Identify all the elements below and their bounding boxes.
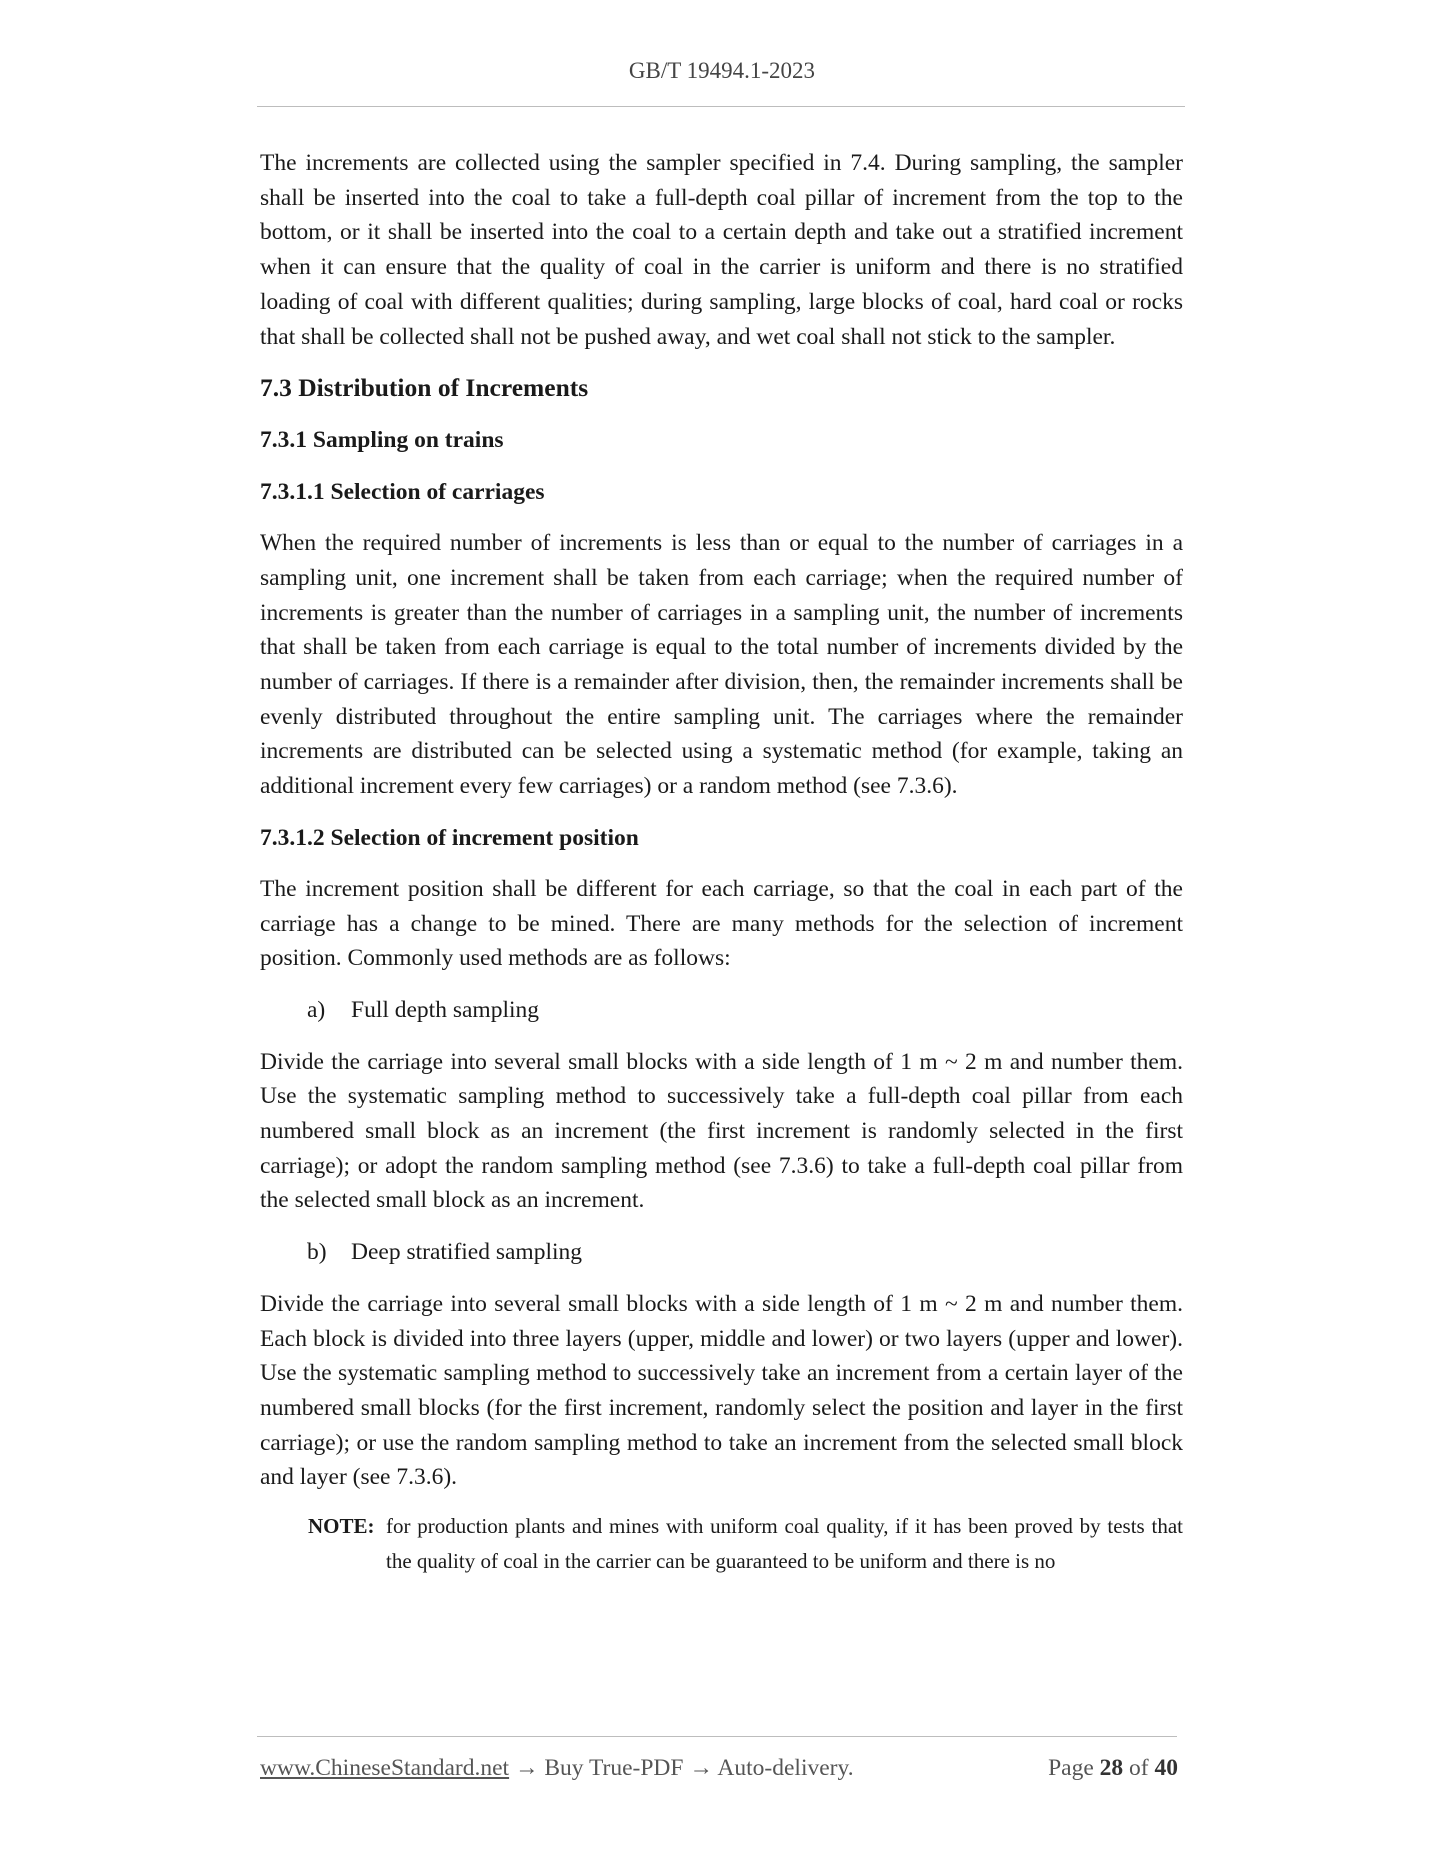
note-label: NOTE: [308, 1514, 375, 1539]
list-item-b-label [307, 1235, 1183, 1270]
list-item-title: Deep stratified sampling [351, 1239, 583, 1266]
footer-divider [257, 1736, 1177, 1737]
section-7-3-1-1-body: When the required number of increments is less than or equal to the number of carriages in a sampling unit, one increment shall be taken from each carriage; when the required number of increments is greater than the number of carriages in a sampling unit, the number of increments that shall be taken from each carriage is equal to the total number of increments divided by the number of carriages. If there is a remainder after division, then, the remainder increments shall be evenly distributed throughout the entire sampling unit. The carriages where the remainder increments are distributed can be selected using a systematic method (for example, taking an additional increment every few carriages) or a random method (see 7.3.6). [260, 530, 1183, 800]
page-indicator [1048, 1755, 1178, 1782]
section-7-3-1-2-body: The increment position shall be different for each carriage, so that the coal in each part of the carriage has a change to be mined. There are many methods for the selection of increment position. Commonly used methods are as follows: [260, 875, 1183, 972]
header-divider [257, 106, 1185, 107]
document-body [260, 146, 1183, 1578]
list-item-a-label [307, 993, 1183, 1028]
section-7-3-heading: 7.3 Distribution of Increments [260, 373, 589, 403]
list-marker: a) [307, 996, 326, 1023]
section-7-3-1-heading: 7.3.1 Sampling on trains [260, 427, 504, 454]
page-total: 40 [1154, 1755, 1178, 1781]
list-item-b-body: Divide the carriage into several small blocks with a side length of 1 m ~ 2 m and number them. Each block is divided into three layers (upper, middle and lower) or two layers (upper and lower). Use the systematic sampling method to successively take an increment from a certain layer of the numbered small blocks (for the first increment, randomly select the position and layer in the first carriage); or use the random sampling method to take an increment from the selected small block and layer (see 7.3.6). [260, 1290, 1183, 1491]
section-7-3-1-2-heading: 7.3.1.2 Selection of increment position [260, 824, 639, 851]
list-marker: b) [307, 1239, 327, 1266]
buy-link: Buy True-PDF [544, 1755, 684, 1781]
delivery-text: Auto-delivery. [717, 1755, 854, 1781]
footer-links [260, 1755, 854, 1782]
arrow-icon: → [683, 1755, 718, 1781]
section-7-3-1-1-heading: 7.3.1.1 Selection of carriages [260, 479, 545, 506]
list-item-a-body: Divide the carriage into several small blocks with a side length of 1 m ~ 2 m and number them. Use the systematic sampling method to successively take a full-depth coal pillar from each numbered small block as an increment (the first increment is randomly selected in the first carriage); or adopt the random sampling method (see 7.3.6) to take a full-depth coal pillar from the selected small block as an increment. [260, 1048, 1183, 1214]
website-link[interactable]: www.ChineseStandard.net [260, 1755, 510, 1781]
intro-paragraph: The increments are collected using the sampler specified in 7.4. During sampling, the sampler shall be inserted into the coal to take a full-depth coal pillar of increment from the top to the bottom, or it shall be inserted into the coal to a certain depth and take out a stratified increment when it can ensure that the quality of coal in the carrier is uniform and there is no stratified loading of coal with different qualities; during sampling, large blocks of coal, hard coal or rocks that shall be collected shall not be pushed away, and wet coal shall not stick to the sampler. [260, 150, 1183, 350]
note-block [308, 1509, 1183, 1578]
page-number: 28 [1099, 1755, 1124, 1781]
list-item-title: Full depth sampling [351, 996, 539, 1023]
document-header: GB/T 19494.1-2023 [628, 58, 816, 83]
note-text: for production plants and mines with uniform coal quality, if it has been proved by tests that the quality of coal in the carrier can be guaranteed to be uniform and there is no [386, 1514, 1183, 1573]
of-label: of [1129, 1755, 1149, 1781]
arrow-icon: → [509, 1755, 545, 1781]
page-label: Page [1048, 1755, 1094, 1781]
